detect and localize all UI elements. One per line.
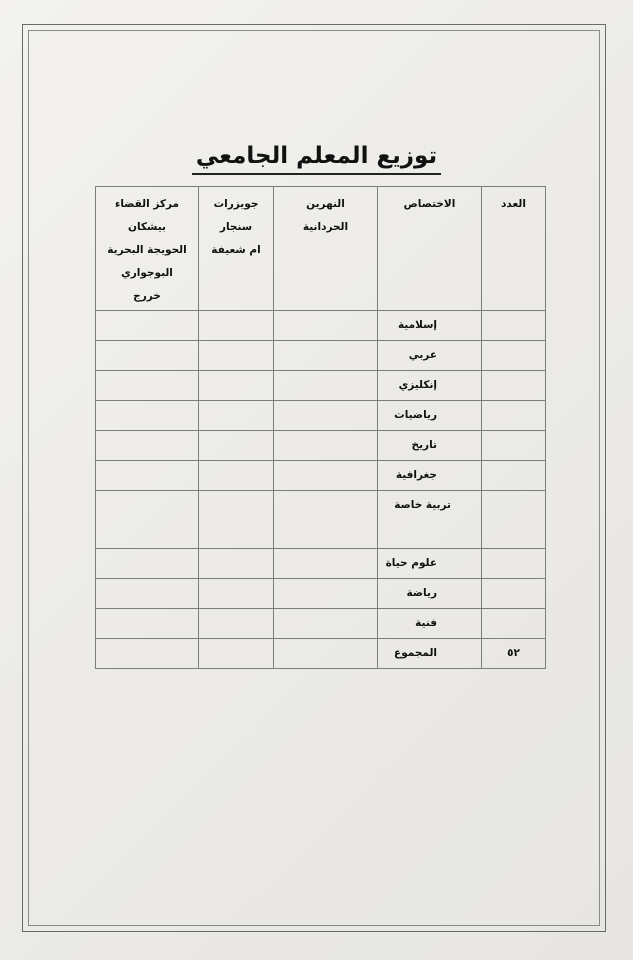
table-row — [96, 431, 546, 461]
header-nahrain — [274, 187, 378, 311]
table-row — [96, 549, 546, 579]
cell-empty — [96, 579, 199, 609]
cell-empty — [199, 401, 274, 431]
cell-empty — [274, 461, 378, 491]
cell-empty — [274, 639, 378, 669]
cell-specialization: عربي — [378, 341, 482, 371]
header-nahrain-line: الحردانية — [302, 221, 349, 233]
cell-empty — [199, 609, 274, 639]
cell-count — [482, 461, 546, 491]
cell-count — [482, 549, 546, 579]
cell-empty — [274, 579, 378, 609]
cell-empty — [199, 579, 274, 609]
cell-empty — [96, 609, 199, 639]
cell-count — [482, 401, 546, 431]
header-juwayzirat — [199, 187, 274, 311]
document-title — [0, 140, 633, 175]
header-juwayzirat-line: سنجار — [219, 221, 253, 233]
table-header-row — [96, 187, 546, 311]
header-district-line: الحويجة البحرية — [107, 244, 187, 256]
header-juwayzirat-line: ام شعيفة — [211, 244, 261, 256]
cell-empty — [96, 549, 199, 579]
cell-count — [482, 371, 546, 401]
table-row — [96, 491, 546, 549]
header-district-line: بيشكان — [128, 221, 166, 233]
cell-empty — [96, 371, 199, 401]
table-row — [96, 341, 546, 371]
distribution-table — [95, 186, 546, 669]
cell-empty — [274, 401, 378, 431]
cell-empty — [199, 461, 274, 491]
cell-specialization: رياضة — [378, 579, 482, 609]
cell-empty — [274, 431, 378, 461]
cell-empty — [274, 549, 378, 579]
cell-count — [482, 609, 546, 639]
header-specialization: الاختصاص — [378, 187, 482, 311]
cell-specialization: جغرافية — [378, 461, 482, 491]
cell-specialization: تربية خاصة — [378, 491, 482, 549]
cell-empty — [96, 341, 199, 371]
cell-empty — [96, 401, 199, 431]
cell-count — [482, 579, 546, 609]
table-row — [96, 401, 546, 431]
cell-empty — [274, 311, 378, 341]
header-district-line: مركز القضاء — [114, 198, 180, 210]
document-title-text: توزيع المعلم الجامعي — [192, 140, 441, 175]
table-row — [96, 371, 546, 401]
cell-empty — [274, 491, 378, 549]
cell-empty — [199, 491, 274, 549]
header-juwayzirat-line: جويزرات — [213, 198, 259, 210]
cell-count — [482, 311, 546, 341]
cell-empty — [274, 609, 378, 639]
cell-empty — [96, 639, 199, 669]
table-row — [96, 579, 546, 609]
table-row — [96, 311, 546, 341]
cell-count — [482, 341, 546, 371]
cell-empty — [199, 341, 274, 371]
cell-specialization: رياضيات — [378, 401, 482, 431]
cell-empty — [199, 431, 274, 461]
header-district-line: خررج — [133, 290, 161, 302]
cell-empty — [199, 639, 274, 669]
cell-count — [482, 491, 546, 549]
cell-empty — [199, 311, 274, 341]
header-district-line: البوجواري — [121, 267, 173, 279]
cell-empty — [199, 371, 274, 401]
cell-specialization: إسلامية — [378, 311, 482, 341]
header-nahrain-line: النهرين — [306, 198, 345, 210]
cell-empty — [96, 461, 199, 491]
cell-total-label: المجموع — [378, 639, 482, 669]
header-count: العدد — [482, 187, 546, 311]
table-total-row — [96, 639, 546, 669]
table-row — [96, 461, 546, 491]
cell-total-count: ٥٢ — [482, 639, 546, 669]
cell-empty — [96, 431, 199, 461]
cell-specialization: فنية — [378, 609, 482, 639]
cell-empty — [274, 341, 378, 371]
cell-empty — [96, 311, 199, 341]
cell-empty — [199, 549, 274, 579]
table-row — [96, 609, 546, 639]
cell-specialization: إنكليزي — [378, 371, 482, 401]
cell-empty — [274, 371, 378, 401]
cell-empty — [96, 491, 199, 549]
header-district-center — [96, 187, 199, 311]
cell-specialization: علوم حياة — [378, 549, 482, 579]
cell-specialization: تاريخ — [378, 431, 482, 461]
cell-count — [482, 431, 546, 461]
